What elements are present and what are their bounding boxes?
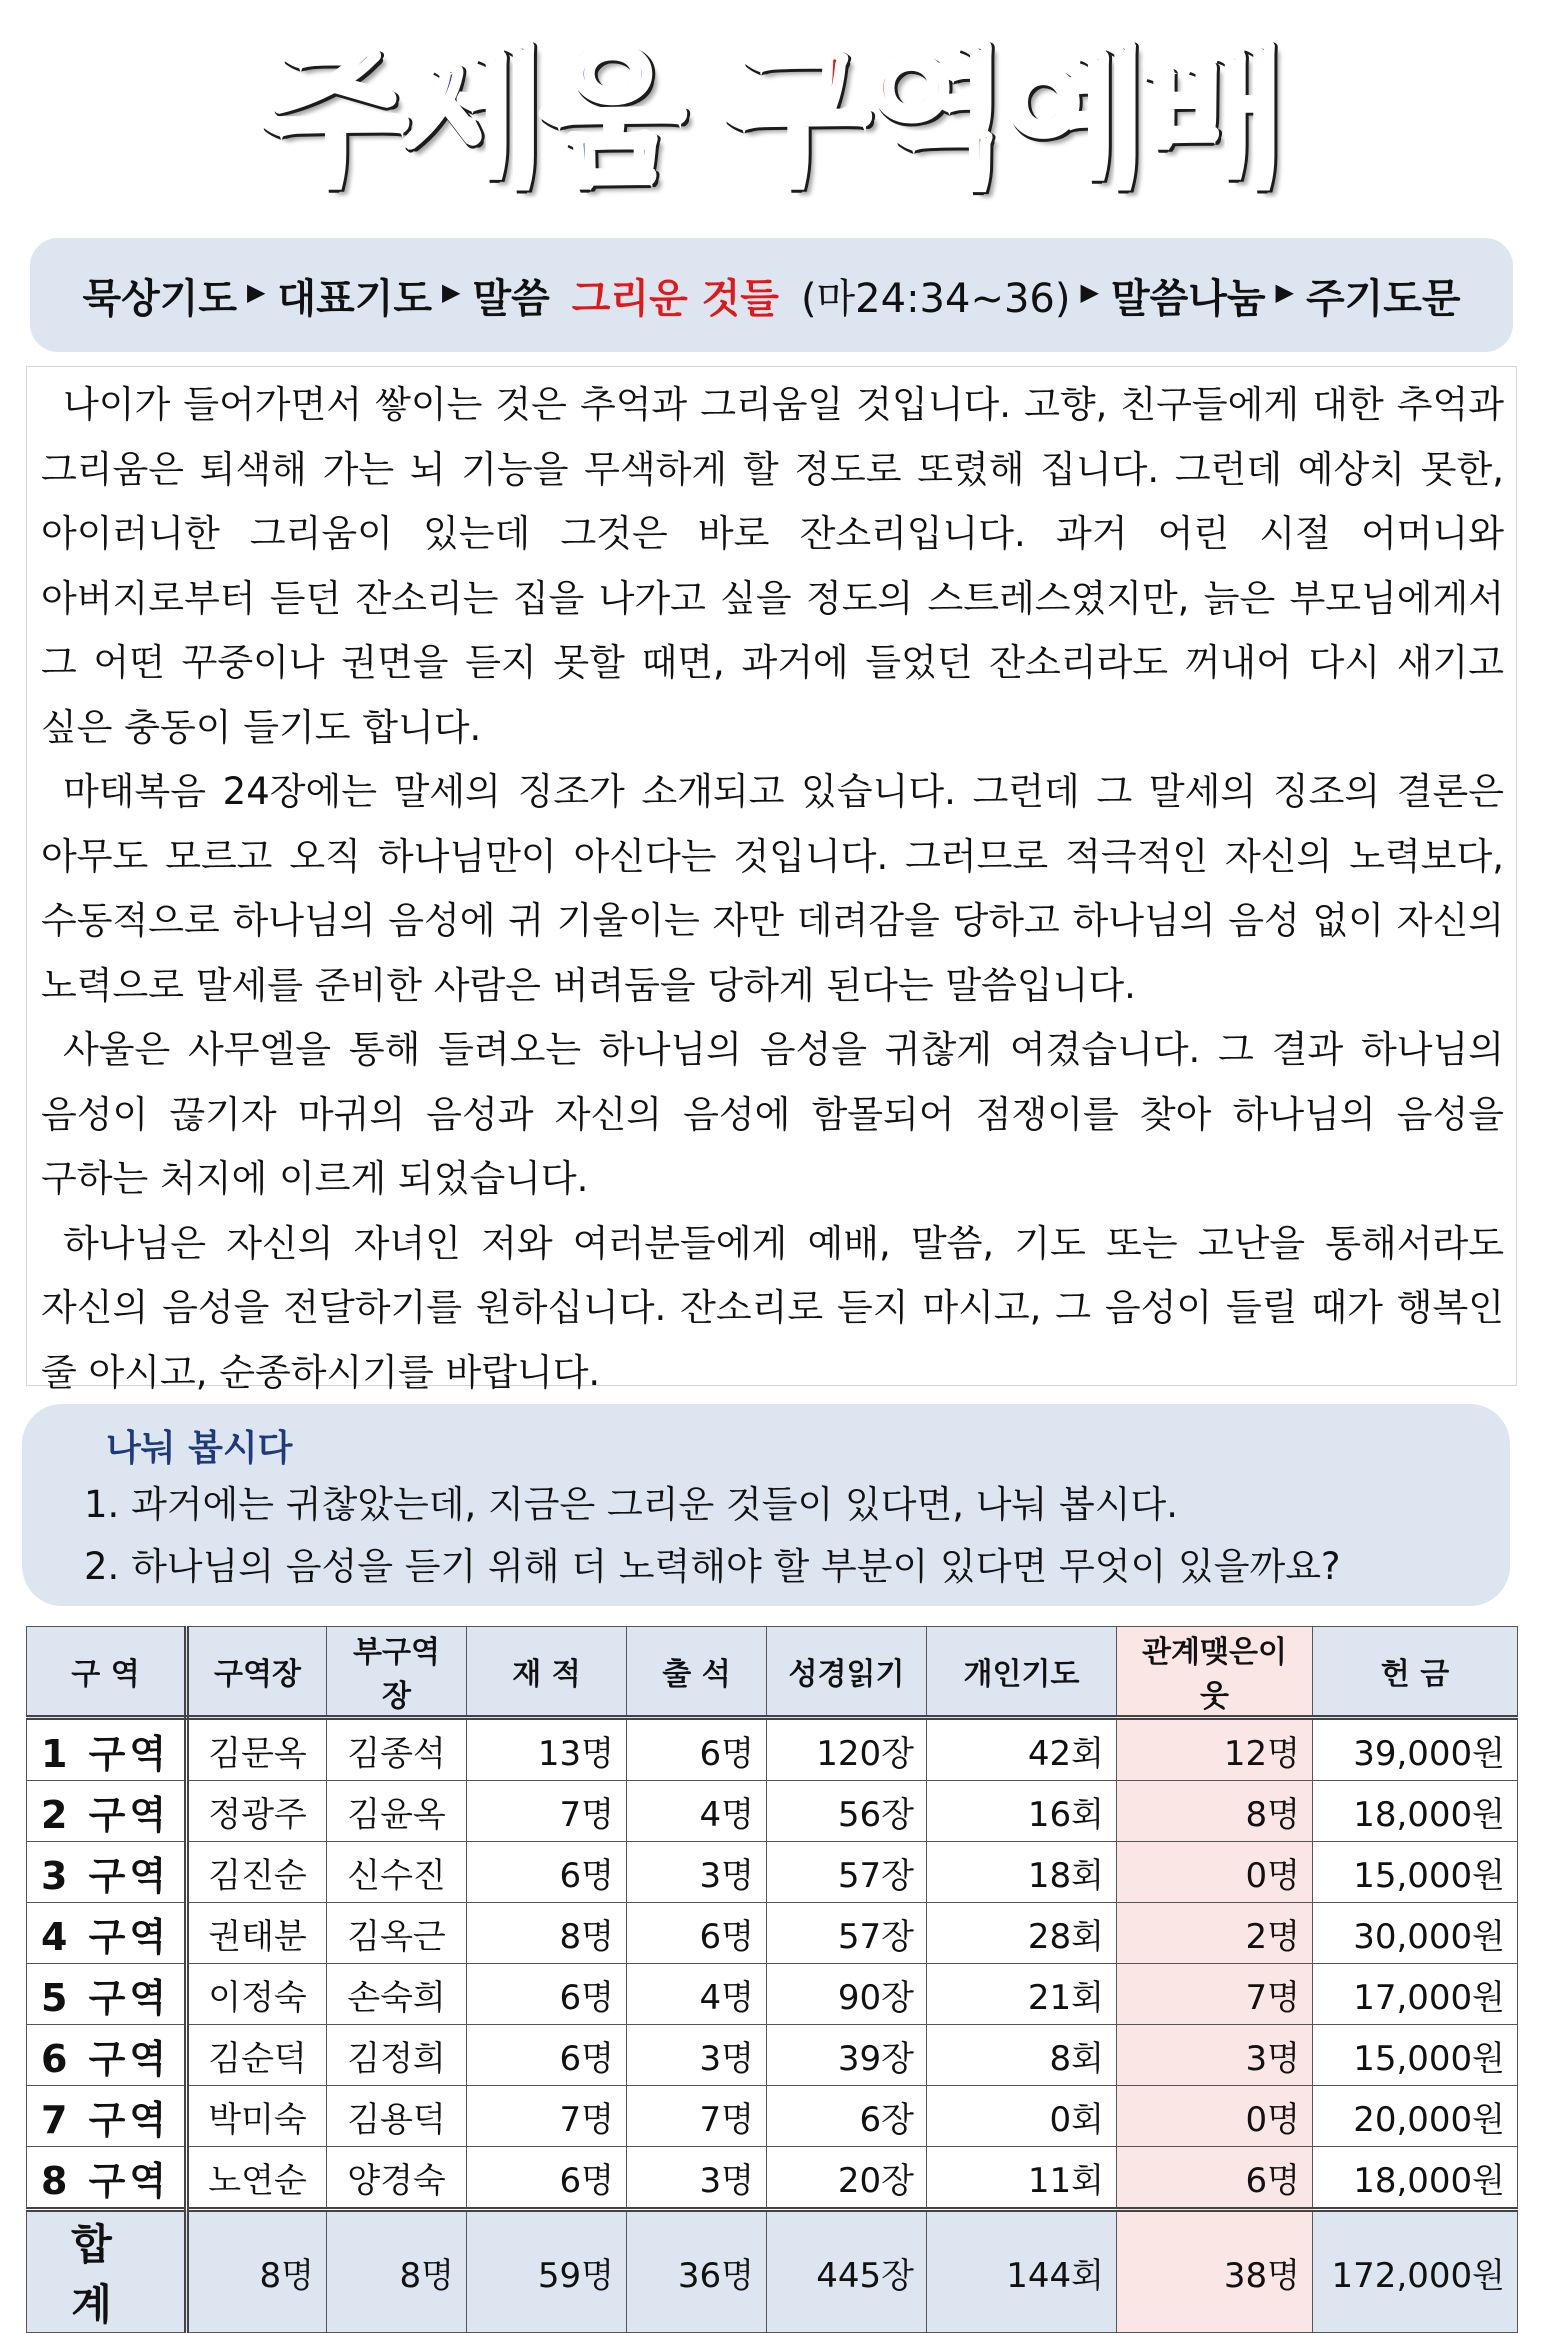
- cell-bible-reading: 120장: [767, 1718, 927, 1781]
- table-row: [27, 1842, 1518, 1903]
- message-paragraph: 사울은 사무엘을 통해 들려오는 하나님의 음성을 귀찮게 여겼습니다. 그 결과 하나님의 음성이 끊기자 마귀의 음성과 자신의 음성에 함몰되어 점쟁이를 찾아 하나님의 음성을 구하는 처지에 이르게 되었습니다.: [41, 1028, 1504, 1200]
- table-total-row: [27, 2210, 1518, 2333]
- cell-attendance: 3명: [627, 2025, 767, 2086]
- cell-attendance: 3명: [627, 1842, 767, 1903]
- cell-sub-leader: 김정희: [327, 2025, 467, 2086]
- cell-leader: 노연순: [187, 2147, 327, 2210]
- discussion-box: [22, 1404, 1510, 1606]
- cell-neighbors: 6명: [1117, 2147, 1313, 2210]
- cell-neighbors: 3명: [1117, 2025, 1313, 2086]
- cell-sub-leader: 김옥근: [327, 1903, 467, 1964]
- cell-attendance: 6명: [627, 1718, 767, 1781]
- cell-bible-reading: 56장: [767, 1781, 927, 1842]
- table-header-row: [27, 1627, 1518, 1718]
- sermon-message: [26, 366, 1517, 1394]
- cell-personal-prayer: 18회: [927, 1842, 1117, 1903]
- cell-sub-leader: 양경숙: [327, 2147, 467, 2210]
- cell-personal-prayer: 42회: [927, 1718, 1117, 1781]
- cell-offering: 30,000원: [1313, 1903, 1518, 1964]
- header-personal-prayer: 개인기도: [927, 1627, 1117, 1718]
- group-report-table: [26, 1626, 1518, 2333]
- order-item-silent-prayer: 묵상기도: [82, 275, 238, 322]
- cell-leader: 이정숙: [187, 1964, 327, 2025]
- arrow-right-icon: ▶: [442, 278, 461, 306]
- discussion-question: 2. 하나님의 음성을 듣기 위해 더 노력해야 할 부분이 있다면 무엇이 있을까요?: [84, 1545, 1341, 1588]
- cell-sub-leader: 신수진: [327, 1842, 467, 1903]
- cell-enrolled: 6명: [467, 1964, 627, 2025]
- cell-leader: 김순덕: [187, 2025, 327, 2086]
- table-row: [27, 1964, 1518, 2025]
- cell-offering: 18,000원: [1313, 1781, 1518, 1842]
- header-offering: 헌 금: [1313, 1627, 1518, 1718]
- cell-area: 4 구역: [27, 1903, 187, 1964]
- cell-offering: 15,000원: [1313, 1842, 1518, 1903]
- header-bible-reading: 성경읽기: [767, 1627, 927, 1718]
- cell-attendance: 6명: [627, 1903, 767, 1964]
- cell-enrolled: 7명: [467, 1781, 627, 1842]
- table-row: [27, 2147, 1518, 2210]
- page-title: [0, 18, 1543, 218]
- arrow-right-icon: ▶: [247, 278, 266, 306]
- total-personal-prayer: 144회: [927, 2210, 1117, 2333]
- cell-sub-leader: 손숙희: [327, 1964, 467, 2025]
- title-part-1: 주세움: [262, 31, 680, 205]
- cell-personal-prayer: 16회: [927, 1781, 1117, 1842]
- cell-neighbors: 12명: [1117, 1718, 1313, 1781]
- cell-area: 6 구역: [27, 2025, 187, 2086]
- cell-bible-reading: 90장: [767, 1964, 927, 2025]
- cell-neighbors: 8명: [1117, 1781, 1313, 1842]
- cell-sub-leader: 김종석: [327, 1718, 467, 1781]
- message-paragraph: 나이가 들어가면서 쌓이는 것은 추억과 그리움일 것입니다. 고향, 친구들에게 대한 추억과 그리움은 퇴색해 가는 뇌 기능을 무색하게 할 정도로 또렸해 집니다. 그런데 예상치 못한, 아이러니한 그리움이 있는데 그것은 바로 잔소리입니다. 과거 어린 시절 어머니와 아버지로부터 듣던 잔소리는 집을 나가고 싶을 정도의 스트레스였지만, 늙은 부모님에게서 그 어떤 꾸중이나 권면을 듣지 못할 때면, 과거에 들었던 잔소리라도 꺼내어 다시 새기고 싶은 충동이 들기도 합니다.: [41, 383, 1504, 749]
- cell-area: 1 구역: [27, 1718, 187, 1781]
- cell-sub-leader: 김윤옥: [327, 1781, 467, 1842]
- cell-neighbors: 2명: [1117, 1903, 1313, 1964]
- cell-bible-reading: 20장: [767, 2147, 927, 2210]
- worship-order-bar: [30, 238, 1513, 352]
- cell-area: 8 구역: [27, 2147, 187, 2210]
- cell-leader: 김문옥: [187, 1718, 327, 1781]
- cell-area: 3 구역: [27, 1842, 187, 1903]
- cell-leader: 정광주: [187, 1781, 327, 1842]
- order-item-lords-prayer: 주기도문: [1305, 275, 1461, 322]
- cell-area: 5 구역: [27, 1964, 187, 2025]
- cell-offering: 39,000원: [1313, 1718, 1518, 1781]
- cell-offering: 15,000원: [1313, 2025, 1518, 2086]
- total-label: 합 계: [27, 2210, 187, 2333]
- table-row: [27, 2025, 1518, 2086]
- total-bible-reading: 445장: [767, 2210, 927, 2333]
- cell-offering: 20,000원: [1313, 2086, 1518, 2147]
- cell-personal-prayer: 8회: [927, 2025, 1117, 2086]
- cell-personal-prayer: 0회: [927, 2086, 1117, 2147]
- cell-enrolled: 6명: [467, 2025, 627, 2086]
- cell-offering: 18,000원: [1313, 2147, 1518, 2210]
- arrow-right-icon: ▶: [1080, 278, 1099, 306]
- cell-personal-prayer: 21회: [927, 1964, 1117, 2025]
- table-row: [27, 1718, 1518, 1781]
- total-sub-leader: 8명: [327, 2210, 467, 2333]
- cell-neighbors: 0명: [1117, 1842, 1313, 1903]
- table-row: [27, 1903, 1518, 1964]
- total-attendance: 36명: [627, 2210, 767, 2333]
- total-offering: 172,000원: [1313, 2210, 1518, 2333]
- total-enrolled: 59명: [467, 2210, 627, 2333]
- cell-offering: 17,000원: [1313, 1964, 1518, 2025]
- cell-attendance: 4명: [627, 1781, 767, 1842]
- cell-neighbors: 7명: [1117, 1964, 1313, 2025]
- sermon-title: 그리운 것들: [571, 275, 779, 322]
- header-area: 구 역: [27, 1627, 187, 1718]
- cell-leader: 박미숙: [187, 2086, 327, 2147]
- total-leader: 8명: [187, 2210, 327, 2333]
- cell-enrolled: 13명: [467, 1718, 627, 1781]
- cell-sub-leader: 김용덕: [327, 2086, 467, 2147]
- cell-enrolled: 6명: [467, 1842, 627, 1903]
- order-item-sermon: 말씀: [472, 275, 550, 322]
- cell-attendance: 4명: [627, 1964, 767, 2025]
- cell-area: 7 구역: [27, 2086, 187, 2147]
- cell-bible-reading: 39장: [767, 2025, 927, 2086]
- order-item-sharing: 말씀나눔: [1110, 275, 1266, 322]
- table-row: [27, 1781, 1518, 1842]
- cell-area: 2 구역: [27, 1781, 187, 1842]
- header-enrolled: 재 적: [467, 1627, 627, 1718]
- cell-enrolled: 7명: [467, 2086, 627, 2147]
- cell-enrolled: 8명: [467, 1903, 627, 1964]
- scripture-reference: (마24:34~36): [800, 275, 1071, 322]
- header-leader: 구역장: [187, 1627, 327, 1718]
- cell-bible-reading: 57장: [767, 1842, 927, 1903]
- header-sub-leader: 부구역장: [327, 1627, 467, 1718]
- cell-personal-prayer: 11회: [927, 2147, 1117, 2210]
- header-attendance: 출 석: [627, 1627, 767, 1718]
- message-paragraph: 마태복음 24장에는 말세의 징조가 소개되고 있습니다. 그런데 그 말세의 징조의 결론은 아무도 모르고 오직 하나님만이 아신다는 것입니다. 그러므로 적극적인 자신의 노력보다, 수동적으로 하나님의 음성에 귀 기울이는 자만 데려감을 당하고 하나님의 음성 없이 자신의 노력으로 말세를 준비한 사람은 버려둠을 당하게 된다는 말씀입니다.: [41, 770, 1504, 1007]
- cell-attendance: 3명: [627, 2147, 767, 2210]
- header-neighbors: 관계맺은이웃: [1117, 1627, 1313, 1718]
- message-paragraph: 하나님은 자신의 자녀인 저와 여러분들에게 예배, 말씀, 기도 또는 고난을 통해서라도 자신의 음성을 전달하기를 원하십니다. 잔소리로 듣지 마시고, 그 음성이 들릴 때가 행복인 줄 아시고, 순종하시기를 바랍니다.: [41, 1221, 1504, 1394]
- cell-bible-reading: 6장: [767, 2086, 927, 2147]
- order-item-representative-prayer: 대표기도: [277, 275, 433, 322]
- cell-leader: 권태분: [187, 1903, 327, 1964]
- cell-personal-prayer: 28회: [927, 1903, 1117, 1964]
- cell-attendance: 7명: [627, 2086, 767, 2147]
- total-neighbors: 38명: [1117, 2210, 1313, 2333]
- cell-neighbors: 0명: [1117, 2086, 1313, 2147]
- title-part-2: 구역예배: [725, 31, 1281, 205]
- cell-bible-reading: 57장: [767, 1903, 927, 1964]
- cell-leader: 김진순: [187, 1842, 327, 1903]
- cell-enrolled: 6명: [467, 2147, 627, 2210]
- arrow-right-icon: ▶: [1275, 278, 1294, 306]
- discussion-question: 1. 과거에는 귀찮았는데, 지금은 그리운 것들이 있다면, 나눠 봅시다.: [84, 1483, 1178, 1526]
- discussion-title: 나눠 봅시다: [106, 1428, 293, 1469]
- table-row: [27, 2086, 1518, 2147]
